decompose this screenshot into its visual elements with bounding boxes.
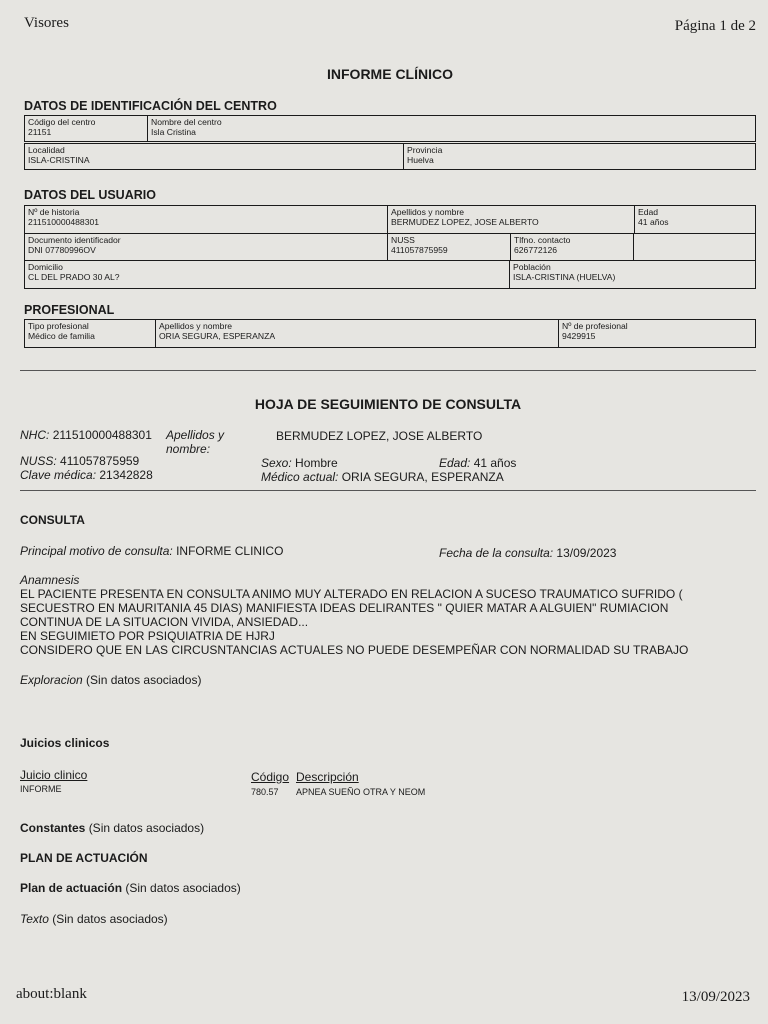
tlfno-label: Tlfno. contacto xyxy=(514,235,571,245)
historia-label: Nº de historia xyxy=(28,207,80,217)
nhc-label: NHC: xyxy=(20,428,50,442)
exploracion-line xyxy=(20,673,201,687)
nhc-line xyxy=(20,428,152,442)
motivo-label: Principal motivo de consulta: xyxy=(20,544,173,558)
anamnesis-line: CONTINUA DE LA SITUACION VIVIDA, ANSIEDAD... xyxy=(20,615,309,629)
domicilio-value: CL DEL PRADO 30 AL? xyxy=(28,272,120,282)
seg-nuss-value: 411057875959 xyxy=(60,454,140,468)
localidad-label: Localidad xyxy=(28,145,65,155)
juicio-label: Juicio clinico xyxy=(20,768,88,782)
codigo-centro-value: 21151 xyxy=(28,127,52,137)
seg-apellidos-value: BERMUDEZ LOPEZ, JOSE ALBERTO xyxy=(276,429,483,443)
provincia-cell xyxy=(404,144,756,170)
documento-value: DNI 07780996OV xyxy=(28,245,96,255)
browser-footer-date: 13/09/2023 xyxy=(681,989,750,1005)
edad-label: Edad xyxy=(638,207,659,217)
numero-profesional-label: Nº de profesional xyxy=(562,321,628,331)
plan-value: (Sin datos asociados) xyxy=(125,881,241,895)
divider-2 xyxy=(20,490,756,491)
descripcion-label: Descripción xyxy=(296,770,359,784)
provincia-label: Provincia xyxy=(407,145,443,155)
usuario-table-row3 xyxy=(24,260,756,289)
codigo-value: 780.57 xyxy=(251,787,279,797)
browser-footer-url: about:blank xyxy=(16,986,87,1002)
fecha-label: Fecha de la consulta: xyxy=(439,546,554,560)
poblacion-label: Población xyxy=(513,262,551,272)
fecha-line xyxy=(439,546,616,560)
localidad-value: ISLA-CRISTINA xyxy=(28,155,90,165)
nombre-centro-value: Isla Cristina xyxy=(151,127,196,137)
historia-value: 211510000488301 xyxy=(28,217,100,227)
motivo-value: INFORME CLINICO xyxy=(176,544,284,558)
codigo-centro-cell xyxy=(25,116,148,142)
anamnesis-line: EN SEGUIMIETO POR PSIQUIATRIA DE HJRJ xyxy=(20,629,275,643)
exploracion-label: Exploracion xyxy=(20,673,83,687)
medico-label: Médico actual: xyxy=(261,470,339,484)
nuss-line xyxy=(20,454,139,468)
seg-apellidos-label-1: Apellidos y xyxy=(166,428,225,442)
seg-edad-value: 41 años xyxy=(473,456,517,470)
clave-line xyxy=(20,468,153,482)
juicio-value: INFORME xyxy=(20,784,62,794)
motivo-line xyxy=(20,544,283,558)
nuss-label: NUSS xyxy=(391,235,415,245)
anamnesis-text xyxy=(20,587,760,657)
empty-cell xyxy=(634,234,756,261)
poblacion-value: ISLA-CRISTINA (HUELVA) xyxy=(513,272,616,282)
sexo-line xyxy=(261,456,338,470)
fecha-value: 13/09/2023 xyxy=(556,546,617,560)
tipo-profesional-label: Tipo profesional xyxy=(28,321,89,331)
seg-nuss-label: NUSS: xyxy=(20,454,57,468)
seg-apellidos-label-2: nombre: xyxy=(166,442,211,456)
edad-value: 41 años xyxy=(638,217,669,227)
anamnesis-line: EL PACIENTE PRESENTA EN CONSULTA ANIMO MUY ALTERADO EN RELACION A SUCESO TRAUMATICO SUFRIDO ( xyxy=(20,587,683,601)
sexo-value: Hombre xyxy=(295,456,338,470)
historia-cell xyxy=(25,206,388,234)
profesional-table xyxy=(24,319,756,348)
localidad-cell xyxy=(25,144,404,170)
nuss-cell xyxy=(388,234,511,261)
consulta-heading: CONSULTA xyxy=(20,513,85,527)
report-title: INFORME CLÍNICO xyxy=(327,66,453,82)
texto-value: (Sin datos asociados) xyxy=(52,912,168,926)
nombre-centro-label: Nombre del centro xyxy=(151,117,222,127)
divider-1 xyxy=(20,370,756,371)
plan-line xyxy=(20,881,241,895)
domicilio-cell xyxy=(25,261,510,289)
anamnesis-line: SECUESTRO EN MAURITANIA 45 DIAS) MANIFIESTA IDEAS DELIRANTES " QUIER MATAR A ALGUIEN" RUMIACION xyxy=(20,601,669,615)
tlfno-value: 626772126 xyxy=(514,245,558,255)
usuario-table-row2 xyxy=(24,233,756,261)
plan-heading: PLAN DE ACTUACIÓN xyxy=(20,851,148,865)
tipo-profesional-cell xyxy=(25,320,156,348)
nuss-value: 411057875959 xyxy=(391,245,448,255)
usuario-apellidos-value: BERMUDEZ LOPEZ, JOSE ALBERTO xyxy=(391,217,539,227)
sexo-label: Sexo: xyxy=(261,456,292,470)
plan-label: Plan de actuación xyxy=(20,881,123,895)
constantes-label: Constantes xyxy=(20,821,86,835)
numero-profesional-value: 9429915 xyxy=(562,331,596,341)
tlfno-cell xyxy=(511,234,634,261)
anamnesis-line: CONSIDERO QUE EN LAS CIRCUSNTANCIAS ACTUALES NO PUEDE DESEMPEÑAR CON NORMALIDAD SU TRABAJO xyxy=(20,643,689,657)
usuario-heading: DATOS DEL USUARIO xyxy=(24,188,156,202)
codigo-centro-label: Código del centro xyxy=(28,117,96,127)
numero-profesional-cell xyxy=(559,320,756,348)
page-number: Página 1 de 2 xyxy=(674,18,756,34)
texto-label: Texto xyxy=(20,912,49,926)
clave-value: 21342828 xyxy=(99,468,153,482)
documento-label: Documento identificador xyxy=(28,235,121,245)
seg-apellidos-label xyxy=(166,428,224,456)
usuario-apellidos-label: Apellidos y nombre xyxy=(391,207,465,217)
medico-line xyxy=(261,470,504,484)
anamnesis-label: Anamnesis xyxy=(20,573,80,587)
profesional-apellidos-cell xyxy=(156,320,559,348)
exploracion-value: (Sin datos asociados) xyxy=(86,673,202,687)
usuario-apellidos-cell xyxy=(388,206,635,234)
descripcion-value: APNEA SUEÑO OTRA Y NEOM xyxy=(296,787,426,797)
provincia-value: Huelva xyxy=(407,155,434,165)
juicios-heading: Juicios clinicos xyxy=(20,736,110,750)
codigo-label: Código xyxy=(251,770,290,784)
nombre-centro-cell xyxy=(148,116,756,142)
domicilio-label: Domicilio xyxy=(28,262,63,272)
centro-heading: DATOS DE IDENTIFICACIÓN DEL CENTRO xyxy=(24,99,277,113)
profesional-apellidos-value: ORIA SEGURA, ESPERANZA xyxy=(159,331,276,341)
clave-label: Clave médica: xyxy=(20,468,97,482)
edad-cell xyxy=(635,206,756,234)
medico-value: ORIA SEGURA, ESPERANZA xyxy=(341,470,504,484)
constantes-value: (Sin datos asociados) xyxy=(88,821,205,835)
centro-table-row2 xyxy=(24,143,756,170)
browser-header-title: Visores xyxy=(24,15,69,31)
profesional-apellidos-label: Apellidos y nombre xyxy=(159,321,233,331)
seg-edad-line xyxy=(439,456,516,470)
texto-line xyxy=(20,912,168,926)
seguimiento-title: HOJA DE SEGUIMIENTO DE CONSULTA xyxy=(254,396,522,412)
nhc-value: 211510000488301 xyxy=(52,428,152,442)
centro-table-row1 xyxy=(24,115,756,142)
usuario-table-row1 xyxy=(24,205,756,234)
tipo-profesional-value: Médico de familia xyxy=(28,331,95,341)
constantes-line xyxy=(20,821,204,835)
documento-cell xyxy=(25,234,388,261)
profesional-heading: PROFESIONAL xyxy=(24,303,115,317)
poblacion-cell xyxy=(510,261,756,289)
seg-edad-label: Edad: xyxy=(439,456,471,470)
